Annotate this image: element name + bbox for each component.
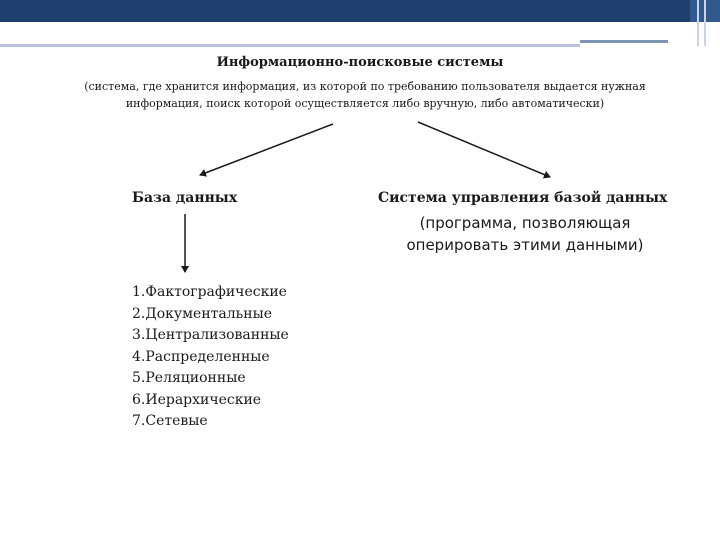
database-type-item: 6.Иерархические [132, 391, 262, 408]
database-type-item: 5.Реляционные [132, 370, 246, 386]
slide-title: Информационно-поисковые системы [216, 55, 504, 70]
database-type-item: 2.Документальные [132, 305, 273, 322]
slide-description: (система, где хранится информация, из которой по требованию пользователя выдается нужная информация, поиск которой осуществляется либо вручную, либо автоматически) [84, 80, 646, 110]
database-type-item: 7.Сетевые [132, 413, 208, 429]
database-type-item: 1.Фактографические [132, 284, 287, 300]
database-type-item: 4.Распределенные [132, 348, 270, 365]
arrow-to-dbms [418, 122, 550, 177]
arrow-to-database [200, 124, 333, 175]
database-label: База данных [132, 190, 238, 206]
database-type-item: 3.Централизованные [132, 327, 289, 343]
dbms-title: Система управления базой данных [378, 190, 668, 206]
dbms-description: (программа, позволяющая оперировать этими данными) [406, 214, 644, 254]
